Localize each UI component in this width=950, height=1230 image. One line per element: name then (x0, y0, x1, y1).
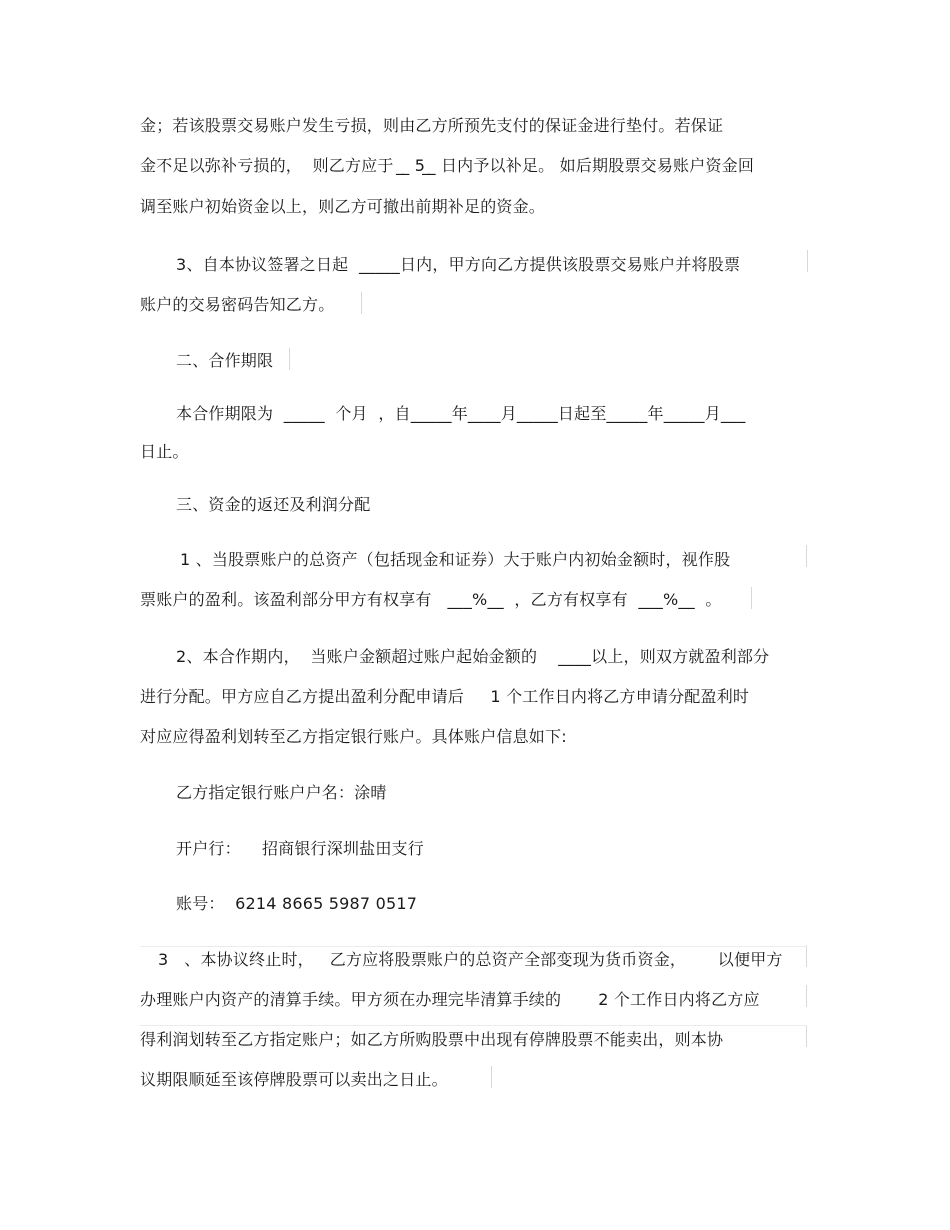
body-text-line: 账号： 6214 8665 5987 0517 (176, 894, 418, 913)
scan-artifact-line (806, 545, 807, 567)
body-text-line: 3 、本协议终止时， 乙方应将股票账户的总资产全部变现为货币资金， 以便甲方 (158, 950, 783, 969)
scan-artifact-line (140, 1025, 807, 1026)
body-text-line: 对应应得盈利划转至乙方指定银行账户。具体账户信息如下: (140, 727, 567, 746)
body-text-line: 日止。 (140, 442, 189, 461)
scan-artifact-line (806, 1025, 807, 1047)
scan-artifact-line (806, 985, 807, 1007)
scan-artifact-line (751, 587, 752, 609)
body-text-line: 2、本合作期内， 当账户金额超过账户起始金额的 ____以上，则双方就盈利部分 (176, 647, 770, 666)
body-text-line: 金不足以弥补亏损的， 则乙方应于 ̲ ̲ 5 ̲ ̲ 日内予以补足。 如后期股票交易账户资金回 (140, 156, 755, 175)
body-text-line: 调至账户初始资金以上，则乙方可撤出前期补足的资金。 (140, 197, 546, 216)
body-text-line: 金；若该股票交易账户发生亏损，则由乙方所预先支付的保证金进行垫付。若保证 (140, 116, 724, 135)
body-text-line: 进行分配。甲方应自乙方提出盈利分配申请后 1 个工作日内将乙方申请分配盈利时 (140, 687, 750, 706)
scan-artifact-line (361, 292, 362, 314)
body-text-line: 账户的交易密码告知乙方。 (140, 295, 335, 314)
body-text-line: 办理账户内资产的清算手续。甲方须在办理完毕清算手续的 2 个工作日内将乙方应 (140, 990, 760, 1009)
body-text-line: 本合作期限为 _____ 个月 ，自_____年____月_____日起至_____年_____月___ (176, 404, 746, 423)
body-text-line: 3、自本协议签署之日起 _____日内，甲方向乙方提供该股票交易账户并将股票 (176, 255, 741, 274)
body-text-line: 开户行： 招商银行深圳盐田支行 (176, 839, 424, 858)
scan-artifact-line (806, 945, 807, 967)
scan-artifact-line (807, 250, 808, 272)
scan-artifact-line (140, 946, 807, 947)
scan-artifact-line (289, 348, 290, 370)
scan-artifact-line (491, 1066, 492, 1088)
body-text-line: 得利润划转至乙方指定账户；如乙方所购股票中出现有停牌股票不能卖出，则本协 (140, 1030, 724, 1049)
section-heading: 三、资金的返还及利润分配 (176, 495, 371, 514)
section-heading: 二、合作期限 (176, 351, 274, 370)
body-text-line: 乙方指定银行账户户名：涂晴 (176, 783, 387, 802)
body-text-line: 1 、当股票账户的总资产（包括现金和证券）大于账户内初始金额时，视作股 (180, 550, 731, 569)
body-text-line: 票账户的盈利。该盈利部分甲方有权享有 ___%__ ，乙方有权享有 ___%__ 。 (140, 590, 722, 609)
body-text-line: 议期限顺延至该停牌股票可以卖出之日止。 (140, 1070, 448, 1089)
